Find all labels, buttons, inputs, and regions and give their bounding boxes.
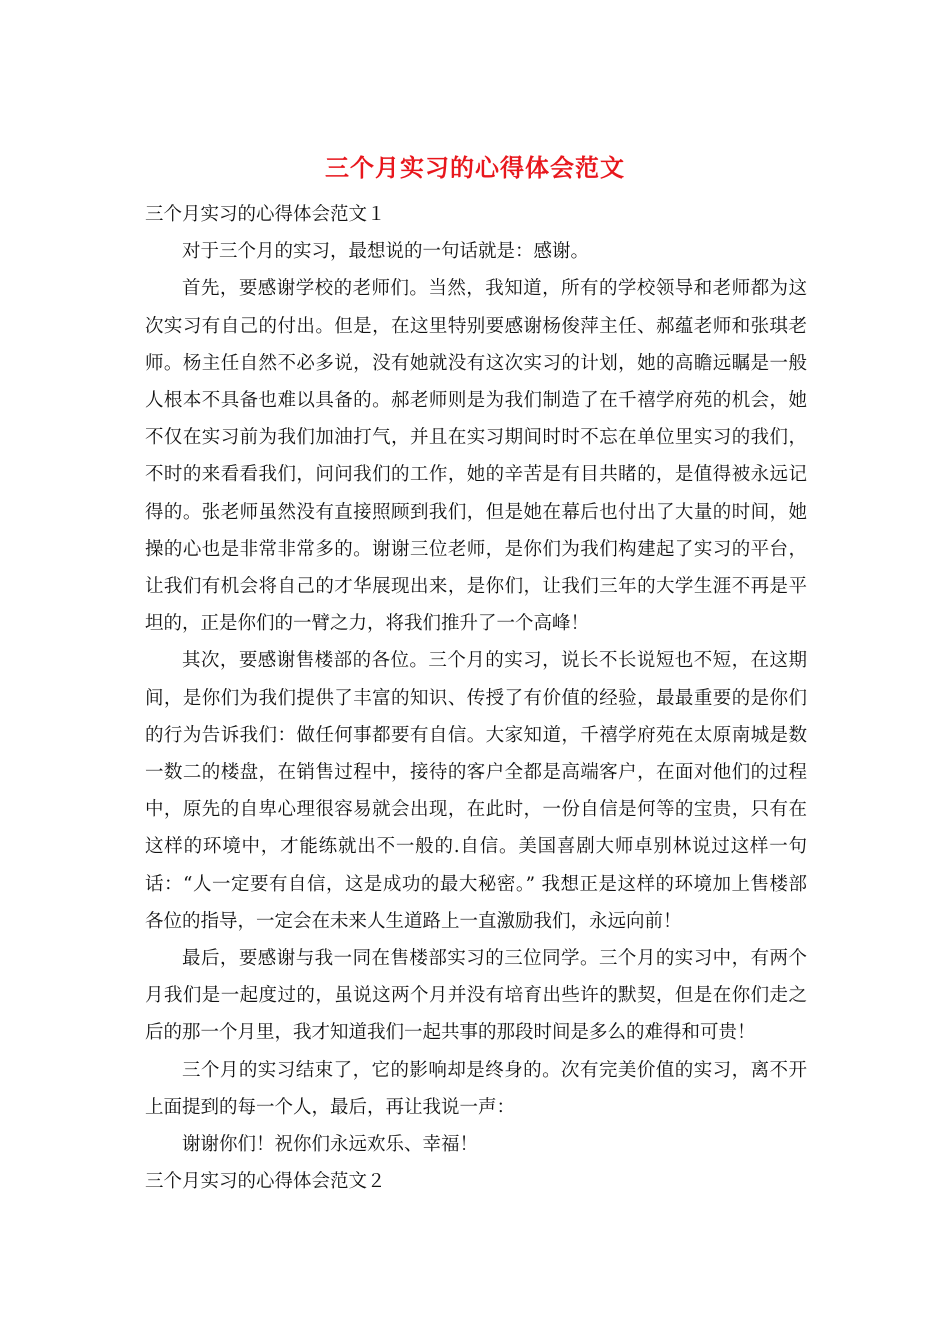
paragraph-1: 对于三个月的实习，最想说的一句话就是：感谢。 [182, 241, 590, 263]
paragraph-5: 三个月的实习结束了，它的影响却是终身的。次有完美价值的实习，离不开上面提到的每一个人，最后，再让我说一声： [145, 1059, 807, 1118]
paragraph-6: 谢谢你们！祝你们永远欢乐、幸福！ [182, 1134, 479, 1156]
paragraph-4: 最后，要感谢与我一同在售楼部实习的三位同学。三个月的实习中，有两个月我们是一起度过的，虽说这两个月并没有培育出些许的默契，但是在你们走之后的那一个月里，我才知道我们一起共事的那段时间是多么的难得和可贵！ [145, 948, 807, 1044]
paragraph-3: 其次，要感谢售楼部的各位。三个月的实习，说长不长说短也不短，在这期间，是你们为我们提供了丰富的知识、传授了有价值的经验，最最重要的是你们的行为告诉我们：做任何事都要有自信。大家知道，千禧学府苑在太原南城是数一数二的楼盘，在销售过程中，接待的客户全都是高端客户，在面对他们的过程中，原先的自卑心理很容易就会出现，在此时，一份自信是何等的宝贵，只有在这样的环境中，才能练就出不一般的.自信。美国喜剧大师卓别林说过这样一句话：“人一定要有自信，这是成功的最大秘密。” 我想正是这样的环境加上售楼部各位的指导，一定会在未来人生道路上一直激励我们，永远向前！ [145, 650, 807, 932]
document-body [145, 196, 807, 1200]
section-heading-1: 三个月实习的心得体会范文１ [145, 204, 386, 225]
section-heading-2: 三个月实习的心得体会范文２ [145, 1171, 386, 1193]
document-title: 三个月实习的心得体会范文 [325, 153, 625, 182]
paragraph-2: 首先，要感谢学校的老师们。当然，我知道，所有的学校领导和老师都为这次实习有自己的付出。但是，在这里特别要感谢杨俊萍主任、郝蕴老师和张琪老师。杨主任自然不必多说，没有她就没有这次实习的计划，她的高瞻远瞩是一般人根本不具备也难以具备的。郝老师则是为我们制造了在千禧学府苑的机会，她不仅在实习前为我们加油打气，并且在实习期间时时不忘在单位里实习的我们，不时的来看看我们，问问我们的工作，她的辛苦是有目共睹的，是值得被永远记得的。张老师虽然没有直接照顾到我们，但是她在幕后也付出了大量的时间，她操的心也是非常非常多的。谢谢三位老师，是你们为我们构建起了实习的平台，让我们有机会将自己的才华展现出来，是你们，让我们三年的大学生涯不再是平坦的，正是你们的一臂之力，将我们推升了一个高峰！ [145, 278, 807, 635]
